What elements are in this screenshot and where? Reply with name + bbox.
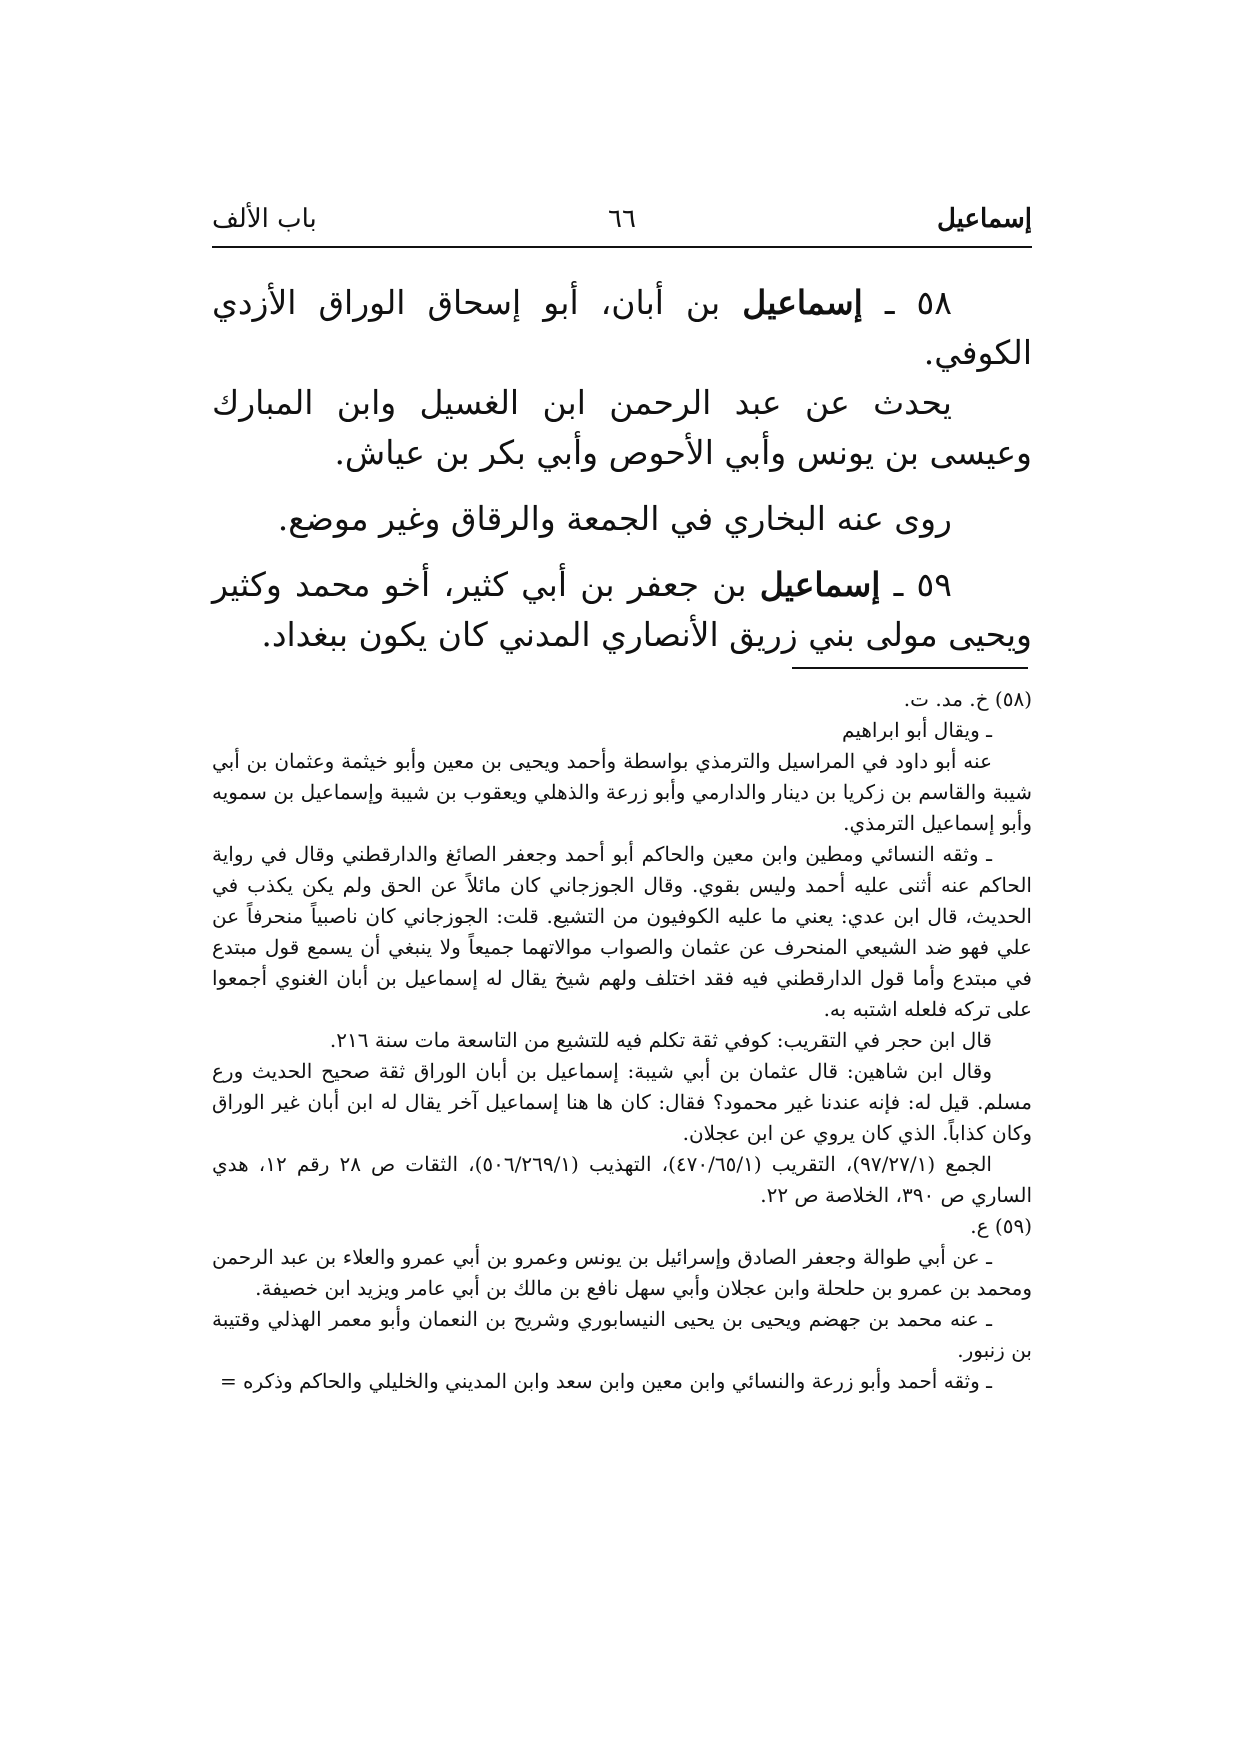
- footnote-58-taqrib: قال ابن حجر في التقريب: كوفي ثقة تكلم فيه للتشيع من التاسعة مات سنة ٢١٦.: [329, 1028, 992, 1052]
- header-entry-name: إسماعيل: [936, 204, 1032, 234]
- entry-59-number: ٥٩ ـ: [893, 565, 952, 604]
- footnote-separator: [792, 667, 1028, 669]
- entry-58-number: ٥٨ ـ: [884, 283, 952, 322]
- page-number: ٦٦: [608, 204, 636, 234]
- entry-59-heading: [212, 560, 1032, 660]
- main-text: [212, 278, 1032, 660]
- footnote-58-narrators: عنه أبو داود في المراسيل والترمذي بواسطة وأحمد ويحيى بن معين وأبو خيثمة وعثمان بن أبي شيبة والقاسم بن زكريا بن دينار والدارمي وأبو زرعة والذهلي ويعقوب بن شيبة وإسماعيل بن سمويه وأبو إسماعيل الترمذي.: [212, 749, 1032, 835]
- footnote-58-kunya: ـ ويقال أبو ابراهيم: [842, 718, 992, 742]
- footnote-59-teachers: ـ عن أبي طوالة وجعفر الصادق وإسرائيل بن يونس وعمرو بن أبي عمرو والعلاء بن عبد الرحمن ومحمد بن عمرو بن حلحلة وابن عجلان وأبي سهل نافع بن مالك بن أبي عامر ويزيد ابن خصيفة.: [212, 1245, 1032, 1300]
- footnotes: [212, 684, 1032, 1397]
- footnote-59-tawthiq: ـ وثقه أحمد وأبو زرعة والنسائي وابن معين وابن سعد وابن المديني والخليلي والحاكم وذكره =: [219, 1369, 992, 1393]
- entry-58-heading: [212, 278, 1032, 378]
- entry-58-name: إسماعيل: [742, 283, 863, 322]
- entry-59-name: إسماعيل: [759, 565, 881, 604]
- footnote-58-sources: الجمع (٩٧/٢٧/١)، التقريب (٤٧٠/٦٥/١)، التهذيب (٥٠٦/٢٦٩/١)، الثقات ص ٢٨ رقم ١٢، هدي الساري ص ٣٩٠، الخلاصة ص ٢٢.: [212, 1152, 1032, 1207]
- header-chapter-title: باب الألف: [212, 204, 317, 234]
- footnote-58-ibn-shahin: وقال ابن شاهين: قال عثمان بن أبي شيبة: إسماعيل بن أبان الوراق ثقة صحيح الحديث ورع مسلم. قيل له: فإنه عندنا غير محمود؟ فقال: كان ها هنا إسماعيل آخر يقال له ابن أبان غير الوراق وكان كذاباً. الذي كان يروي عن ابن عجلان.: [212, 1059, 1032, 1145]
- entry-58-lineage: بن أبان، أبو إسحاق الوراق الأزدي الكوفي.: [212, 283, 1032, 372]
- running-header: [212, 202, 1032, 248]
- entry-59-lineage: بن جعفر بن أبي كثير، أخو محمد وكثير ويحيى مولى بني زريق الأنصاري المدني كان يكون ببغداد.: [212, 565, 1032, 654]
- footnote-59-students: ـ عنه محمد بن جهضم ويحيى بن يحيى النيسابوري وشريح بن النعمان وأبو معمر الهذلي وقتيبة بن زنبور.: [212, 1307, 1032, 1362]
- entry-58-teachers: يحدث عن عبد الرحمن ابن الغسيل وابن المبارك وعيسى بن يونس وأبي الأحوص وأبي بكر بن عياش.: [212, 383, 1032, 472]
- footnote-58-heading: (٥٨) خ. مد. ت.: [903, 687, 1032, 711]
- footnote-59-heading: (٥٩) ع.: [970, 1214, 1032, 1238]
- footnote-58-tawthiq: ـ وثقه النسائي ومطين وابن معين والحاكم أبو أحمد وجعفر الصائغ والدارقطني وقال في رواية الحاكم عنه أثنى عليه أحمد وليس بقوي. وقال الجوزجاني كان مائلاً عن الحق ولم يكن يكذب في الحديث، قال ابن عدي: يعني ما عليه الكوفيون من التشيع. قلت: الجوزجاني كان ناصبياً منحرفاً عن علي فهو ضد الشيعي المنحرف عن عثمان والصواب موالاتهما جميعاً ولا ينبغي أن يسمع قول مبتدع في مبتدع وأما قول الدارقطني فيه فقد اختلف ولهم شيخ يقال له إسماعيل بن أبان الغنوي أجمعوا على تركه فلعله اشتبه به.: [212, 842, 1032, 1021]
- entry-58-narration: روى عنه البخاري في الجمعة والرقاق وغير موضع.: [277, 499, 952, 538]
